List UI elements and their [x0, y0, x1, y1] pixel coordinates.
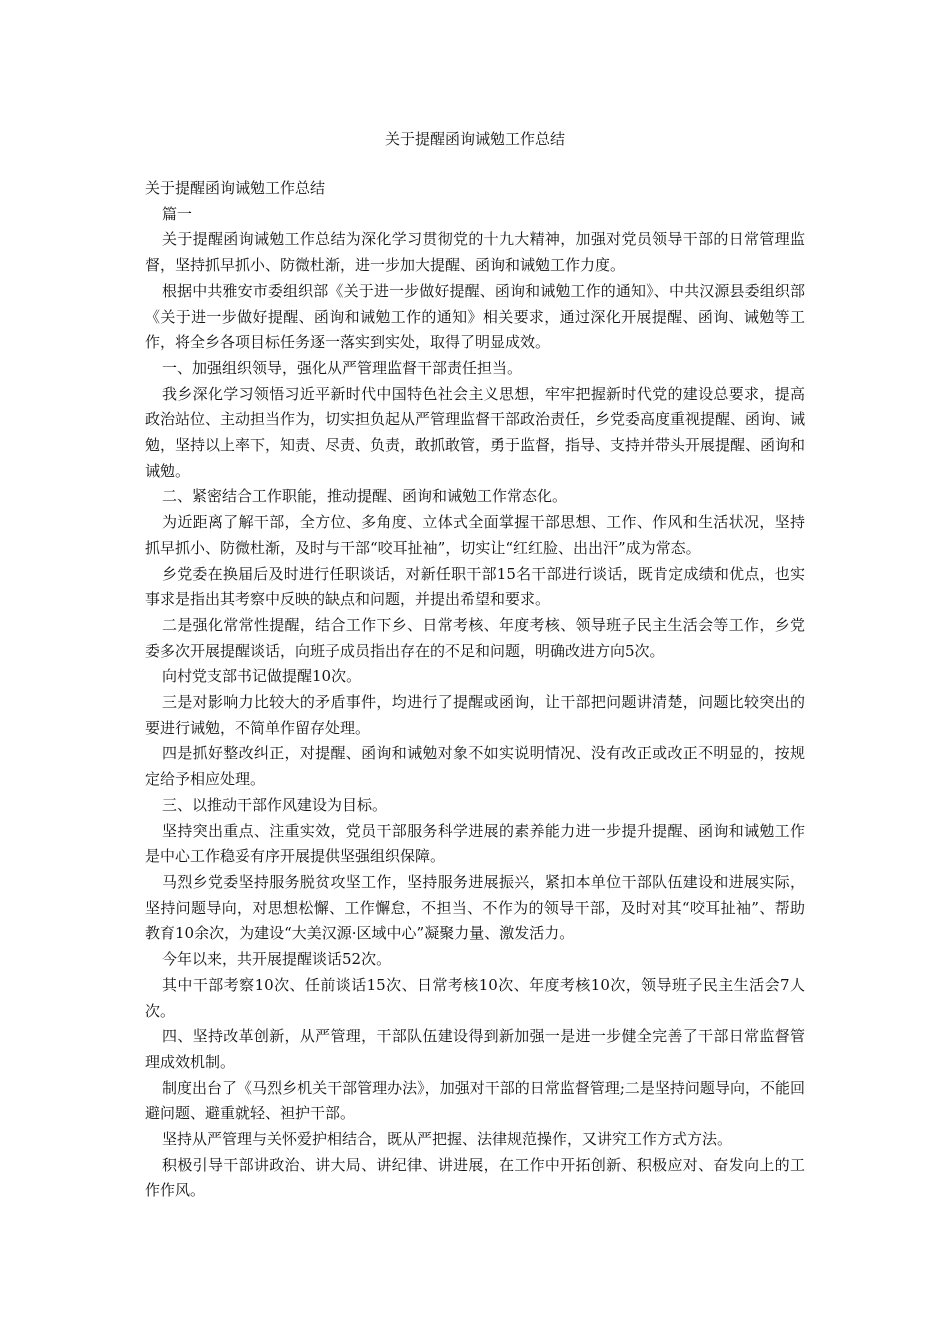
paragraph: 为近距离了解干部，全方位、多角度、立体式全面掌握干部思想、工作、作风和生活状况，坚持抓早抓小、防微杜渐，及时与干部“咬耳扯袖”，切实让“红红脸、出出汗”成为常态。 [145, 513, 805, 557]
document-title: 关于提醒函询诫勉工作总结 [384, 130, 565, 148]
section-heading: 四、坚持改革创新，从严管理，干部队伍建设得到新加强一是进一步健全完善了干部日常监督管理成效机制。 [145, 1027, 805, 1071]
paragraph: 制度出台了《马烈乡机关干部管理办法》，加强对干部的日常监督管理;二是坚持问题导向，不能回避问题、避重就轻、袒护干部。 [145, 1078, 805, 1123]
paragraph: 我乡深化学习领悟习近平新时代中国特色社会主义思想，牢牢把握新时代党的建设总要求，提高政治站位、主动担当作为，切实担负起从严管理监督干部政治责任，乡党委高度重视提醒、函询、诫勉，坚持以上率下，知责、尽责、负责，敢抓敢管，勇于监督，指导、支持并带头开展提醒、函询和诫勉。 [145, 384, 806, 480]
paragraph: 篇一 [162, 204, 193, 223]
section-heading: 二、紧密结合工作职能，推动提醒、函询和诫勉工作常态化。 [162, 487, 568, 506]
paragraph: 向村党支部书记做提醒10次。 [162, 667, 362, 686]
paragraph: 今年以来，共开展提醒谈话52次。 [162, 950, 392, 969]
paragraph: 马烈乡党委坚持服务脱贫攻坚工作，坚持服务进展振兴，紧扣本单位干部队伍建设和进展实际，坚持问题导向，对思想松懈、工作懈怠，不担当、不作为的领导干部，及时对其“咬耳扯袖”、帮助教育10余次，为建设“大美汉源·区域中心”凝聚力量、激发活力。 [145, 872, 805, 943]
section-heading: 三、以推动干部作风建设为目标。 [162, 795, 388, 814]
paragraph: 根据中共雅安市委组织部《关于进一步做好提醒、函询和诫勉工作的通知》、中共汉源县委组织部《关于进一步做好提醒、函询和诫勉工作的通知》相关要求，通过深化开展提醒、函询、诫勉等工作，将全乡各项目标任务逐一落实到实处，取得了明显成效。 [145, 281, 805, 352]
paragraph: 二是强化常常性提醒，结合工作下乡、日常考核、年度考核、领导班子民主生活会等工作，乡党委多次开展提醒谈话，向班子成员指出存在的不足和问题，明确改进方向5次。 [145, 615, 805, 660]
paragraph: 关于提醒函询诫勉工作总结为深化学习贯彻党的十九大精神，加强对党员领导干部的日常管理监督，坚持抓早抓小、防微杜渐，进一步加大提醒、函询和诫勉工作力度。 [145, 230, 805, 275]
document-subtitle: 关于提醒函询诫勉工作总结 [145, 179, 326, 197]
paragraph: 其中干部考察10次、任前谈话15次、日常考核10次、年度考核10次，领导班子民主生活会7人次。 [145, 975, 805, 1020]
paragraph: 坚持突出重点、注重实效，党员干部服务科学进展的素养能力进一步提升提醒、函询和诫勉工作是中心工作稳妥有序开展提供坚强组织保障。 [145, 821, 805, 866]
paragraph: 积极引导干部讲政治、讲大局、讲纪律、讲进展，在工作中开拓创新、积极应对、奋发向上的工作作风。 [145, 1155, 805, 1200]
paragraph: 四是抓好整改纠正，对提醒、函询和诫勉对象不如实说明情况、没有改正或改正不明显的，按规定给予相应处理。 [145, 744, 805, 789]
paragraph: 乡党委在换届后及时进行任职谈话，对新任职干部15名干部进行谈话，既肯定成绩和优点，也实事求是指出其考察中反映的缺点和问题，并提出希望和要求。 [145, 564, 805, 609]
section-heading: 一、加强组织领导，强化从严管理监督干部责任担当。 [162, 358, 523, 377]
paragraph: 坚持从严管理与关怀爱护相结合，既从严把握、法律规范操作，又讲究工作方式方法。 [162, 1130, 733, 1149]
paragraph: 三是对影响力比较大的矛盾事件，均进行了提醒或函询，让干部把问题讲清楚，问题比较突出的要进行诫勉，不简单作留存处理。 [145, 693, 805, 737]
document-body [145, 176, 805, 1204]
